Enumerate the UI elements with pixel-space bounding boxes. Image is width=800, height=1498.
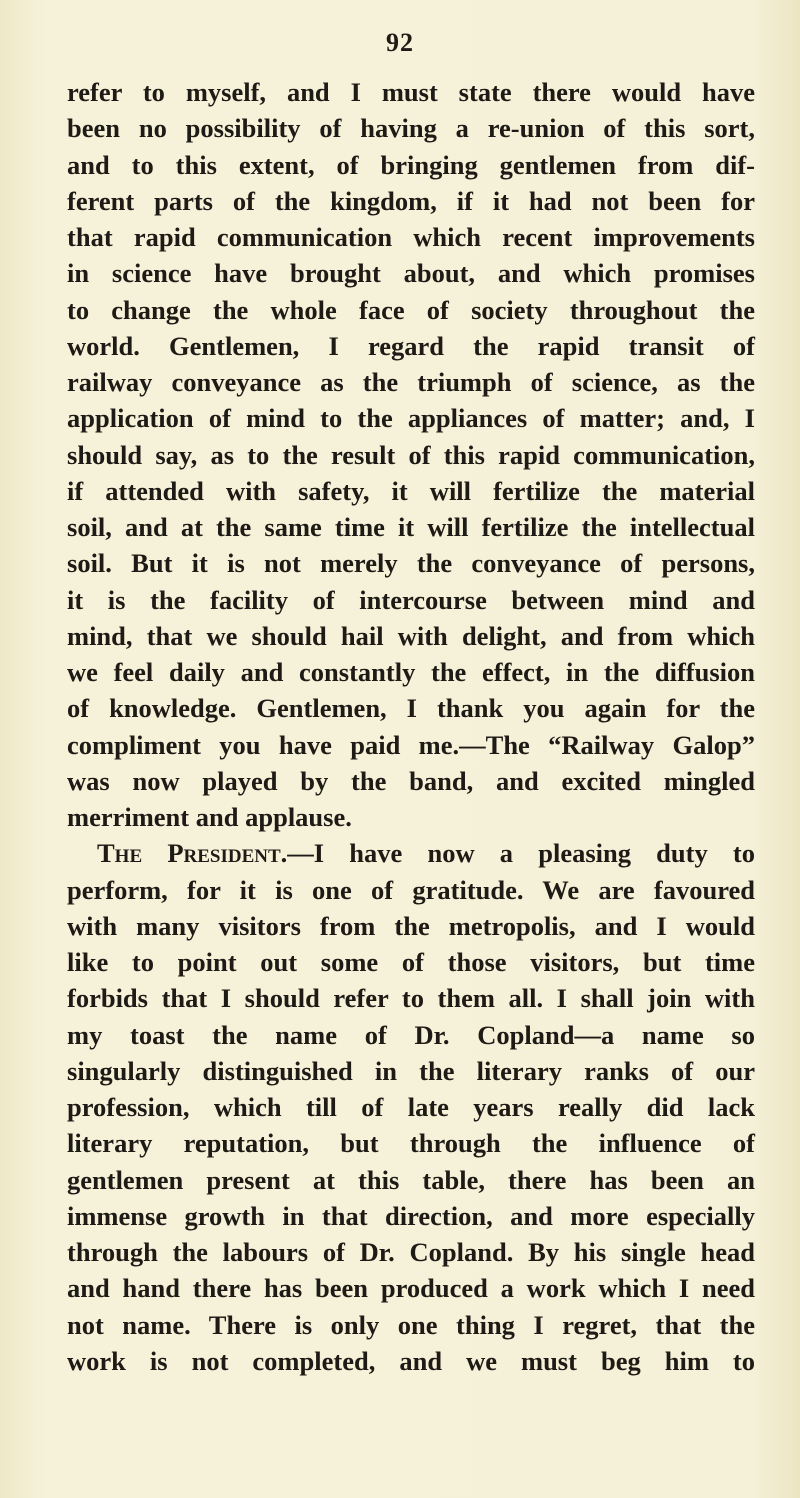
text-line: should say, as to the result of this rapid communication,: [67, 439, 755, 470]
text-line: literary reputation, but through the influence of: [67, 1128, 755, 1159]
text-line: through the labours of Dr. Copland. By his single head: [67, 1237, 755, 1267]
president-paragraph-start: [67, 835, 755, 871]
text-line: perform, for it is one of gratitude. We are favoured: [67, 874, 755, 905]
page-number: 92: [386, 28, 414, 57]
body-text: [67, 74, 755, 1379]
text-line: and hand there has been produced a work which I need: [67, 1273, 755, 1304]
text-line: compliment you have paid me.—The “Railway Galop”: [67, 729, 755, 760]
speaker-name: The President.: [97, 838, 288, 869]
text-line: we feel daily and constantly the effect, in the diffusion: [67, 657, 755, 687]
text-line: like to point out some of those visitors, but time: [67, 947, 755, 977]
text-line: soil. But it is not merely the conveyance of persons,: [67, 548, 755, 579]
text-line: railway conveyance as the triumph of science, as the: [67, 367, 755, 397]
text-line: profession, which till of late years really did lack: [67, 1092, 755, 1122]
text-line: ferent parts of the kingdom, if it had not been for: [67, 185, 755, 216]
text-line: world. Gentlemen, I regard the rapid transit of: [67, 330, 755, 361]
text-line: merriment and applause.: [67, 802, 352, 832]
text-line: to change the whole face of society throughout the: [67, 294, 755, 325]
text-line: —I have now a pleasing duty to: [287, 838, 755, 869]
text-line: soil, and at the same time it will fertilize the intellectual: [67, 512, 755, 542]
text-line: if attended with safety, it will fertilize the material: [67, 475, 755, 506]
text-line: been no possibility of having a re-union of this sort,: [67, 113, 755, 144]
text-line: singularly distinguished in the literary ranks of our: [67, 1055, 755, 1086]
text-line: immense growth in that direction, and more especially: [67, 1200, 755, 1231]
text-line: it is the facility of intercourse between mind and: [67, 584, 755, 615]
text-line: forbids that I should refer to them all. I shall join with: [67, 983, 755, 1014]
text-line: of knowledge. Gentlemen, I thank you again for the: [67, 693, 755, 724]
text-line: not name. There is only one thing I regret, that the: [67, 1309, 755, 1340]
text-line: work is not completed, and we must beg him to: [67, 1345, 755, 1376]
text-line: refer to myself, and I must state there would have: [67, 77, 755, 107]
text-line: with many visitors from the metropolis, and I would: [67, 910, 755, 941]
text-line: application of mind to the appliances of matter; and, I: [67, 403, 755, 434]
text-line: and to this extent, of bringing gentlemen from dif-: [67, 149, 755, 180]
text-line: gentlemen present at this table, there has been an: [67, 1164, 755, 1195]
text-line: in science have brought about, and which promises: [67, 258, 755, 289]
text-line: my toast the name of Dr. Copland—a name so: [67, 1019, 755, 1050]
text-line: was now played by the band, and excited mingled: [67, 765, 755, 796]
text-line: mind, that we should hail with delight, and from which: [67, 620, 755, 651]
text-line: that rapid communication which recent improvements: [67, 222, 755, 252]
